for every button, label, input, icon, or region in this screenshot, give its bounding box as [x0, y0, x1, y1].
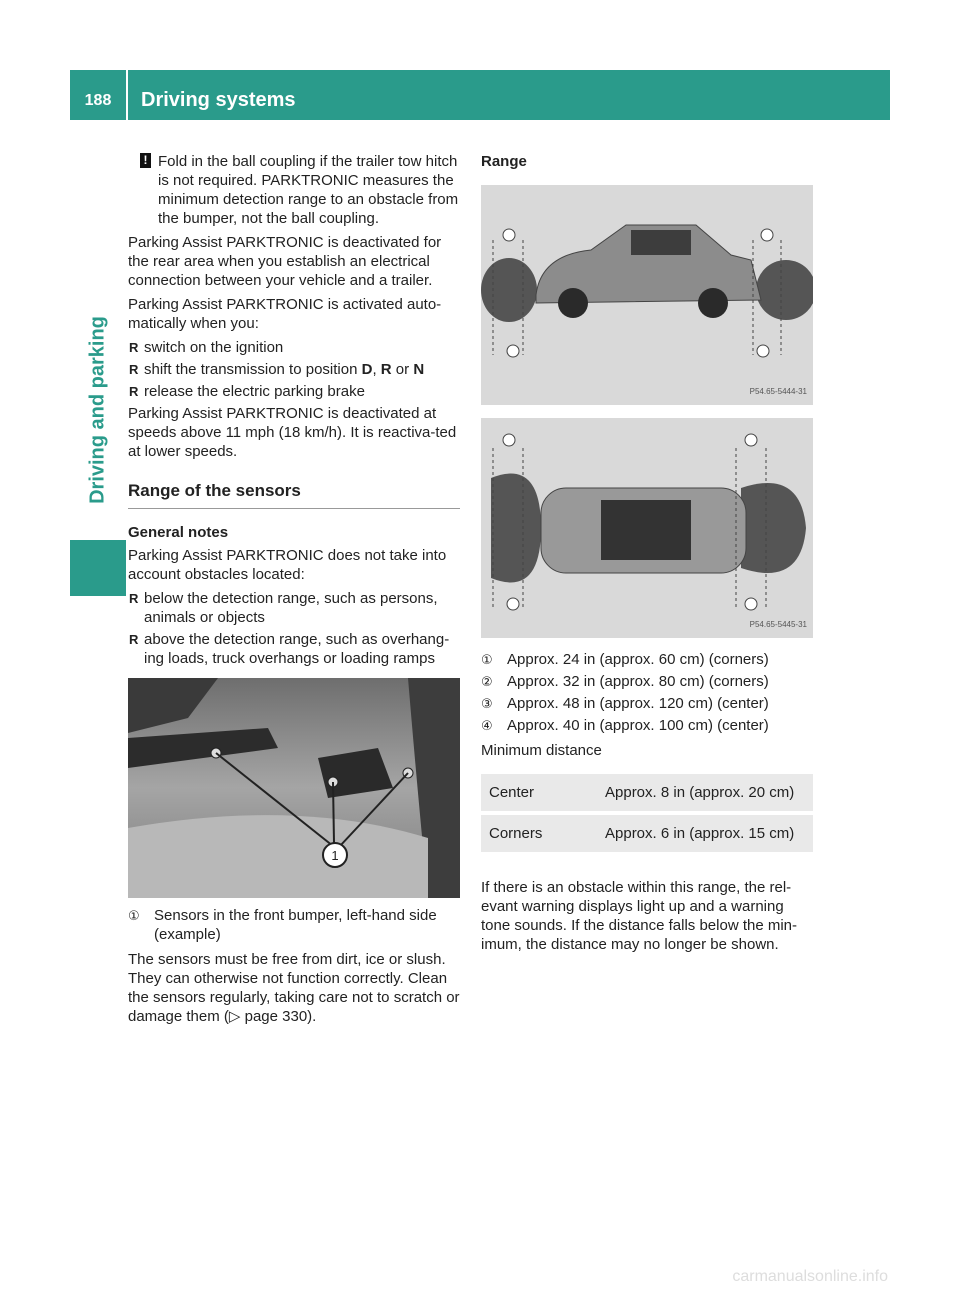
legend-item: ④ Approx. 40 in (approx. 100 cm) (center): [481, 717, 769, 734]
section-title: Driving systems: [141, 89, 296, 111]
top-view-illustration: [481, 418, 813, 638]
header-divider: [126, 70, 128, 120]
list-item: R release the electric parking brake: [128, 382, 460, 401]
legend-item: ③ Approx. 48 in (approx. 120 cm) (center): [481, 695, 769, 712]
list-item: R below the detection range, such as persons, animals or objects: [128, 589, 460, 627]
page-number: 188: [70, 70, 126, 120]
paragraph: The sensors must be free from dirt, ice or slush. They can otherwise not function correctly. Clean the sensors regularly, taking care not to scratch or damage them (▷ page 330).: [128, 951, 460, 1025]
paragraph: Parking Assist PARKTRONIC is activated auto-matically when you:: [128, 296, 442, 332]
warning-icon: !: [140, 153, 151, 168]
bumper-illustration: [128, 678, 460, 898]
legend-item: ② Approx. 32 in (approx. 80 cm) (corners): [481, 673, 769, 690]
left-column: [128, 152, 460, 1031]
list-item: R above the detection range, such as overhang-ing loads, truck overhangs or loading ramps: [128, 630, 460, 668]
paragraph: If there is an obstacle within this range, the rel-evant warning displays light up and a warning tone sounds. If the distance falls below the min-imum, the distance may no longer be shown.: [481, 879, 798, 953]
side-view-figure: [481, 185, 813, 405]
min-distance-label: Minimum distance: [481, 742, 602, 759]
range-legend: [481, 650, 813, 735]
bumper-sensors-figure: [128, 678, 460, 898]
top-view-figure: [481, 418, 813, 638]
heading-range-of-sensors: Range of the sensors: [128, 481, 460, 509]
heading-range: Range: [481, 153, 527, 170]
side-view-illustration: [481, 185, 813, 405]
list-item: R switch on the ignition: [128, 338, 460, 357]
paragraph: Parking Assist PARKTRONIC is deactivated at speeds above 11 mph (18 km/h). It is reactiva-ted at lower speeds.: [128, 405, 457, 460]
side-tab-marker: [70, 540, 126, 596]
legend-item: ① Approx. 24 in (approx. 60 cm) (corners): [481, 651, 769, 668]
warning-note: ! Fold in the ball coupling if the trailer tow hitch is not required. PARKTRONIC measures the minimum detection range to an obstacle from the bumper, not the ball coupling.: [128, 152, 460, 228]
watermark: carmanualsonline.info: [732, 1268, 888, 1285]
figure-code: P54.65-5444-31: [749, 387, 807, 396]
figure-callout: 1: [331, 848, 339, 863]
right-column: [481, 152, 813, 959]
figure-caption: ① Sensors in the front bumper, left-hand side (example): [128, 907, 437, 943]
list-item: R shift the transmission to position D, R or N: [128, 360, 460, 379]
heading-general-notes: General notes: [128, 524, 229, 541]
table-row: Center Approx. 8 in (approx. 20 cm): [481, 774, 813, 813]
table-row: Corners Approx. 6 in (approx. 15 cm): [481, 813, 813, 854]
figure-code: P54.65-5445-31: [749, 620, 807, 629]
paragraph: Parking Assist PARKTRONIC is deactivated for the rear area when you establish an electrical connection between your vehicle and a trailer.: [128, 234, 442, 289]
minimum-distance-table: [481, 774, 813, 856]
side-tab: Driving and parking: [86, 316, 109, 504]
paragraph: Parking Assist PARKTRONIC does not take into account obstacles located:: [128, 547, 447, 583]
